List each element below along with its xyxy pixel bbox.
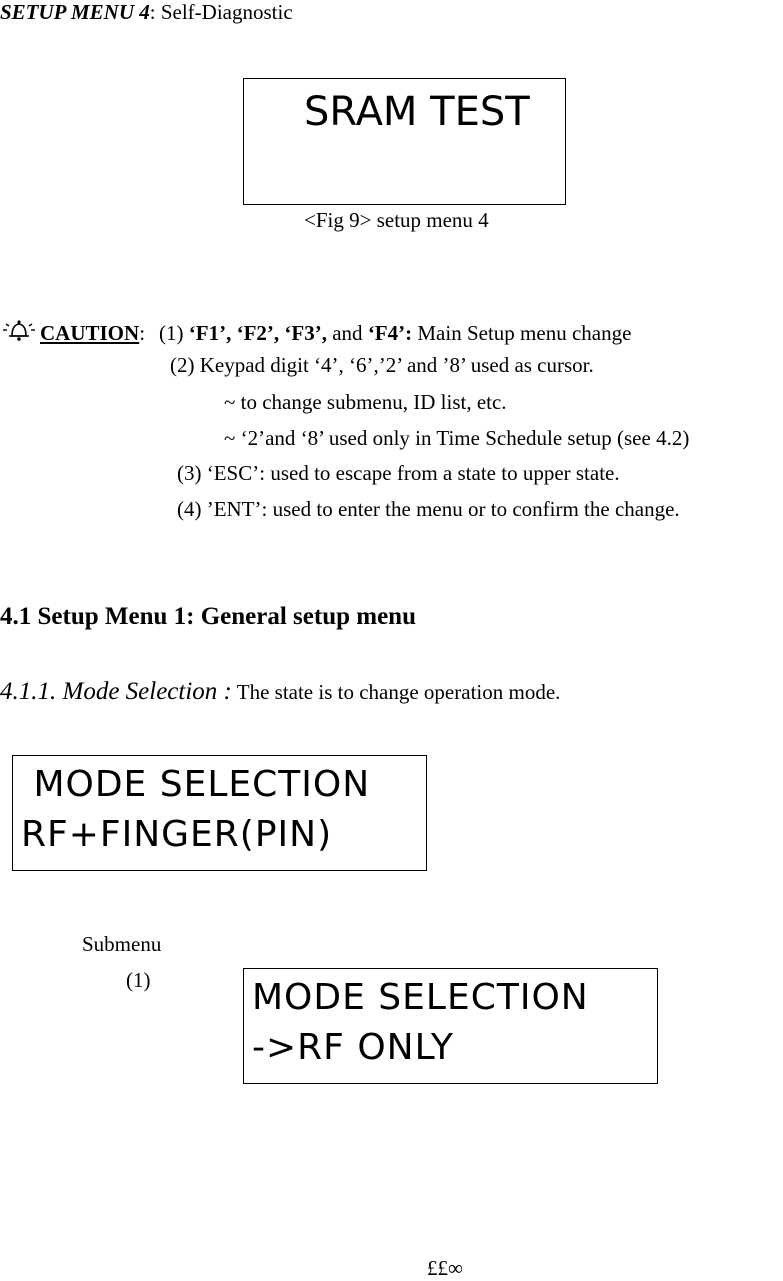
page-number: ££∞ (427, 1256, 463, 1280)
lcd-line: RF+FINGER(PIN) (21, 814, 333, 855)
submenu-label: Submenu (82, 932, 162, 956)
bell-icon (0, 317, 40, 349)
caution-line-3: ~ to change submenu, ID list, etc. (224, 390, 507, 414)
caution-line-2: (2) Keypad digit ‘4’, ‘6’,’2’ and ’8’ used as cursor. (170, 353, 594, 377)
caution-item-1-text: Main Setup menu change (412, 321, 632, 345)
section-heading: 4.1 Setup Menu 1: General setup menu (0, 603, 416, 630)
subsection-text: The state is to change operation mode. (231, 680, 561, 704)
caution-line-5: (3) ‘ESC’: used to escape from a state to upper state. (177, 461, 620, 485)
lcd-display-submenu (243, 968, 658, 1084)
lcd-line: MODE SELECTION (252, 977, 589, 1018)
lcd-line: SRAM TEST (304, 89, 530, 135)
caution-and: and (326, 321, 368, 345)
menu-title: SETUP MENU 4 (0, 0, 150, 24)
caution-item-1-prefix: (1) (159, 321, 189, 345)
caution-line-6: (4) ’ENT’: used to enter the menu or to confirm the change. (177, 497, 680, 521)
lcd-line: ->RF ONLY (252, 1027, 454, 1068)
caution-colon: : (139, 321, 146, 345)
menu-subtitle: : Self-Diagnostic (149, 0, 293, 24)
lcd-display-fig9 (243, 78, 566, 205)
lcd-line: MODE SELECTION (21, 764, 371, 805)
submenu-number: (1) (126, 968, 151, 992)
caution-line-4: ~ ‘2’and ‘8’ used only in Time Schedule setup (see 4.2) (224, 426, 690, 450)
subsection-title: 4.1.1. Mode Selection : (0, 678, 232, 705)
caution-label: CAUTION (40, 321, 140, 345)
lcd-display-mode-selection (12, 755, 427, 871)
key-f1-f3: ‘F1’, ‘F2’, ‘F3’, (188, 321, 327, 345)
subsection-heading (0, 678, 560, 706)
page-header (0, 0, 293, 25)
key-f4: ‘F4’: (367, 321, 413, 345)
caution-line-1 (0, 317, 631, 349)
figure-caption: <Fig 9> setup menu 4 (304, 208, 489, 232)
